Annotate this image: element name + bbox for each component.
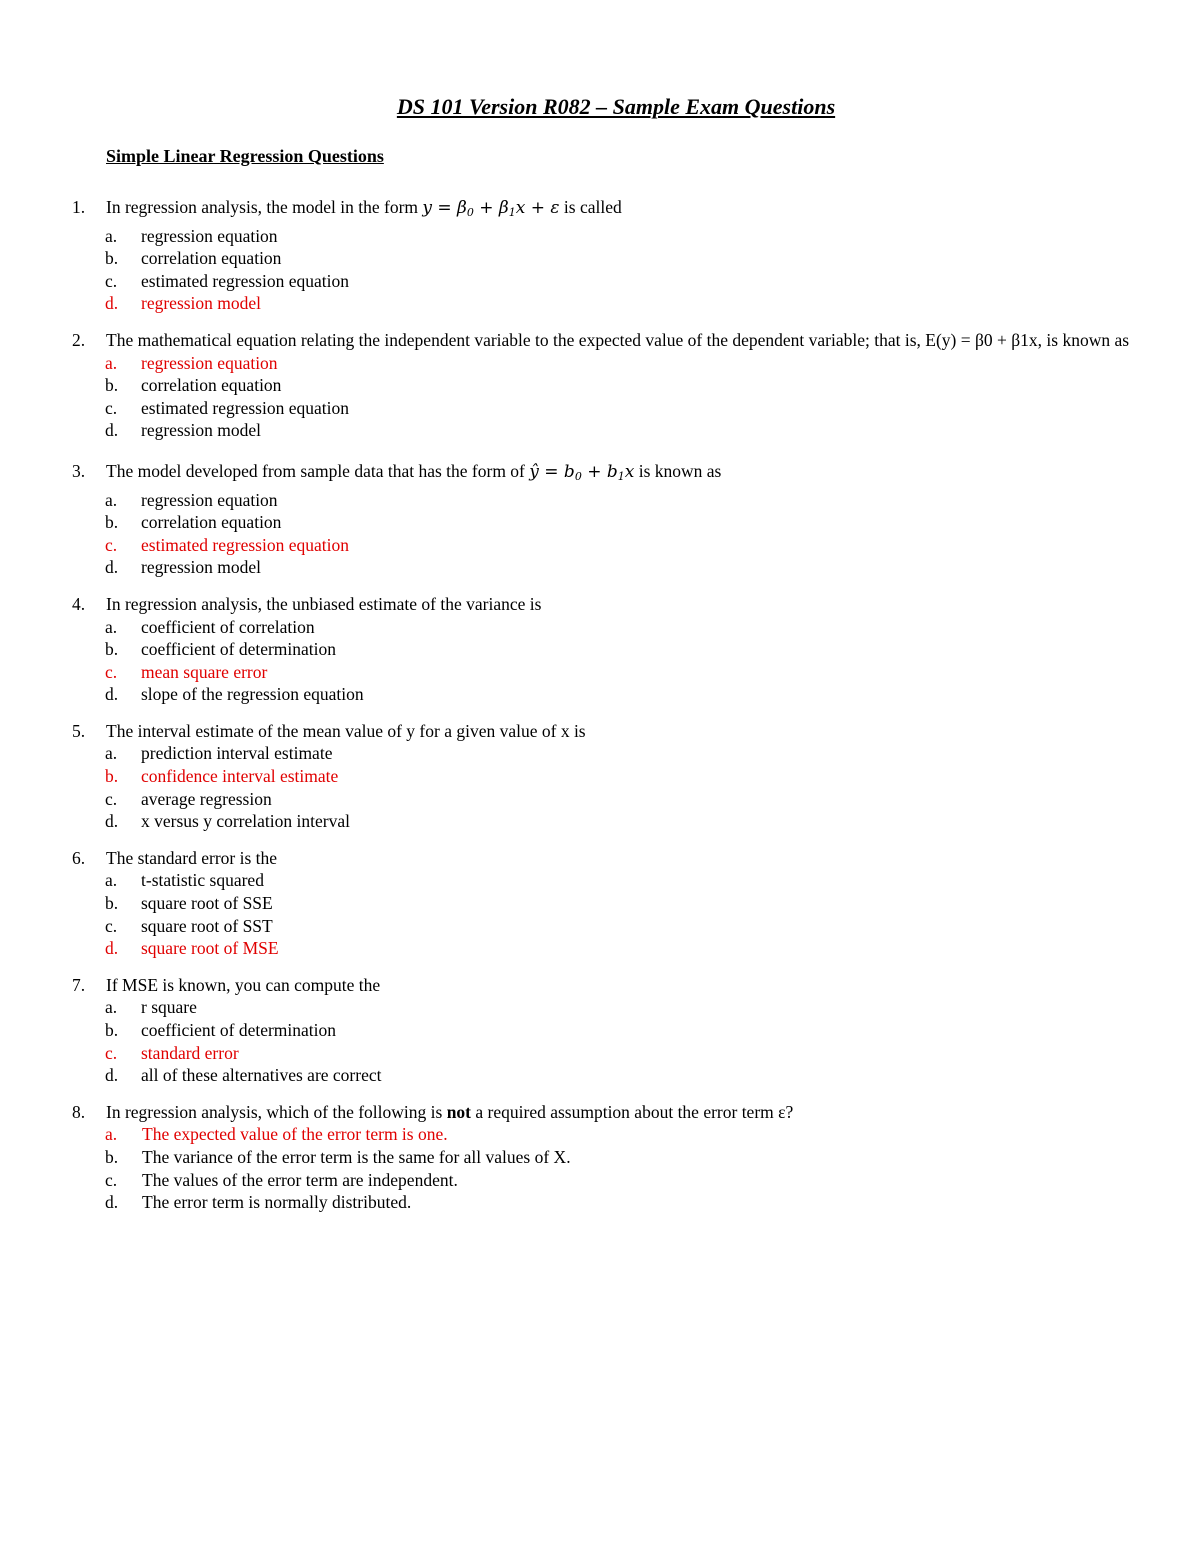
question-8-emphasis: not bbox=[446, 1101, 472, 1122]
question-number: 3. bbox=[72, 460, 86, 481]
option-d-correct-answer: d. square root of MSE bbox=[105, 938, 279, 959]
option-a: a. regression equation bbox=[105, 225, 278, 246]
question-8 bbox=[72, 1101, 1132, 1214]
question-4-stem bbox=[72, 593, 1132, 616]
option-b-correct-answer: b. confidence interval estimate bbox=[105, 766, 339, 787]
option-a: a. t-statistic squared bbox=[105, 870, 264, 891]
option-b: b. The variance of the error term is the same for all values of X. bbox=[105, 1146, 571, 1167]
option-d: d. x versus y correlation interval bbox=[105, 811, 350, 832]
question-number: 1. bbox=[72, 197, 86, 217]
question-3 bbox=[72, 460, 1132, 579]
option-a: a. coefficient of correlation bbox=[105, 616, 315, 637]
question-3-text-post: is known as bbox=[634, 460, 722, 481]
option-c: c. estimated regression equation bbox=[105, 397, 349, 418]
option-c: c. square root of SST bbox=[105, 915, 273, 936]
question-8-text-pre: In regression analysis, which of the following is bbox=[106, 1101, 447, 1122]
page-title: DS 101 Version R082 – Sample Exam Questions bbox=[396, 94, 836, 119]
option-d-correct-answer: d. regression model bbox=[105, 293, 262, 314]
question-5 bbox=[72, 720, 1132, 833]
section-heading: Simple Linear Regression Questions bbox=[106, 146, 384, 166]
question-1 bbox=[72, 196, 1132, 315]
question-8-text-post: a required assumption about the error term ε? bbox=[471, 1101, 794, 1122]
question-7 bbox=[72, 974, 1132, 1087]
option-c-correct-answer: c. standard error bbox=[105, 1042, 239, 1063]
option-b: b. coefficient of determination bbox=[105, 1020, 337, 1040]
option-c: c. average regression bbox=[105, 788, 272, 809]
option-c-correct-answer: c. estimated regression equation bbox=[105, 534, 349, 555]
option-d: d. regression model bbox=[105, 420, 262, 441]
question-list bbox=[72, 196, 1132, 1228]
option-a: a. prediction interval estimate bbox=[105, 743, 333, 764]
question-5-stem bbox=[72, 720, 1132, 743]
question-2-stem bbox=[72, 329, 1132, 352]
option-b: b. correlation equation bbox=[105, 512, 282, 533]
option-b: b. correlation equation bbox=[105, 375, 282, 396]
option-a-correct-answer: a. regression equation bbox=[105, 352, 278, 373]
question-1-text-pre: In regression analysis, the model in the form bbox=[106, 197, 423, 217]
option-c: c. estimated regression equation bbox=[105, 270, 349, 291]
option-d: d. all of these alternatives are correct bbox=[105, 1065, 382, 1086]
option-b: b. coefficient of determination bbox=[105, 639, 337, 660]
option-b: b. correlation equation bbox=[105, 248, 282, 269]
option-c-correct-answer: c. mean square error bbox=[105, 661, 268, 682]
question-4-text: In regression analysis, the unbiased estimate of the variance is bbox=[106, 593, 542, 614]
question-7-stem bbox=[72, 974, 1132, 997]
option-d: d. slope of the regression equation bbox=[105, 684, 364, 705]
question-3-stem bbox=[72, 460, 1132, 489]
question-7-text: If MSE is known, you can compute the bbox=[106, 974, 381, 995]
option-d: d. regression model bbox=[105, 557, 262, 578]
question-5-text: The interval estimate of the mean value of y for a given value of x is bbox=[106, 720, 586, 741]
option-c: c. The values of the error term are independent. bbox=[105, 1169, 458, 1190]
question-2 bbox=[72, 329, 1132, 442]
estimated-regression-formula: ŷ = $b_0 + b_1x$ bbox=[529, 461, 635, 483]
question-number: 4. bbox=[72, 593, 86, 614]
question-8-stem bbox=[72, 1101, 1132, 1124]
question-number: 6. bbox=[72, 847, 86, 868]
option-d: d. The error term is normally distributed. bbox=[105, 1192, 412, 1213]
question-number: 7. bbox=[72, 974, 86, 995]
regression-model-formula: $y = \beta_0 + \beta_1x + \varepsilon$ bbox=[422, 198, 560, 219]
question-6 bbox=[72, 847, 1132, 960]
question-number: 5. bbox=[72, 720, 86, 741]
question-4 bbox=[72, 593, 1132, 706]
question-1-stem bbox=[72, 196, 1132, 225]
question-number: 8. bbox=[72, 1101, 86, 1122]
option-a-correct-answer: a. The expected value of the error term is one. bbox=[105, 1124, 448, 1145]
question-2-text: The mathematical equation relating the independent variable to the expected value of the dependent variable; that is, E(y) = β0 + β1x, is known as bbox=[106, 329, 1130, 350]
option-a: a. regression equation bbox=[105, 489, 278, 510]
question-3-text-pre: The model developed from sample data that has the form of bbox=[106, 460, 530, 481]
question-6-stem bbox=[72, 847, 1132, 870]
question-number: 2. bbox=[72, 329, 86, 350]
option-b: b. square root of SSE bbox=[105, 893, 273, 914]
question-1-text-post: is called bbox=[559, 197, 622, 217]
option-a: a. r square bbox=[105, 997, 197, 1018]
question-6-text: The standard error is the bbox=[106, 847, 278, 868]
